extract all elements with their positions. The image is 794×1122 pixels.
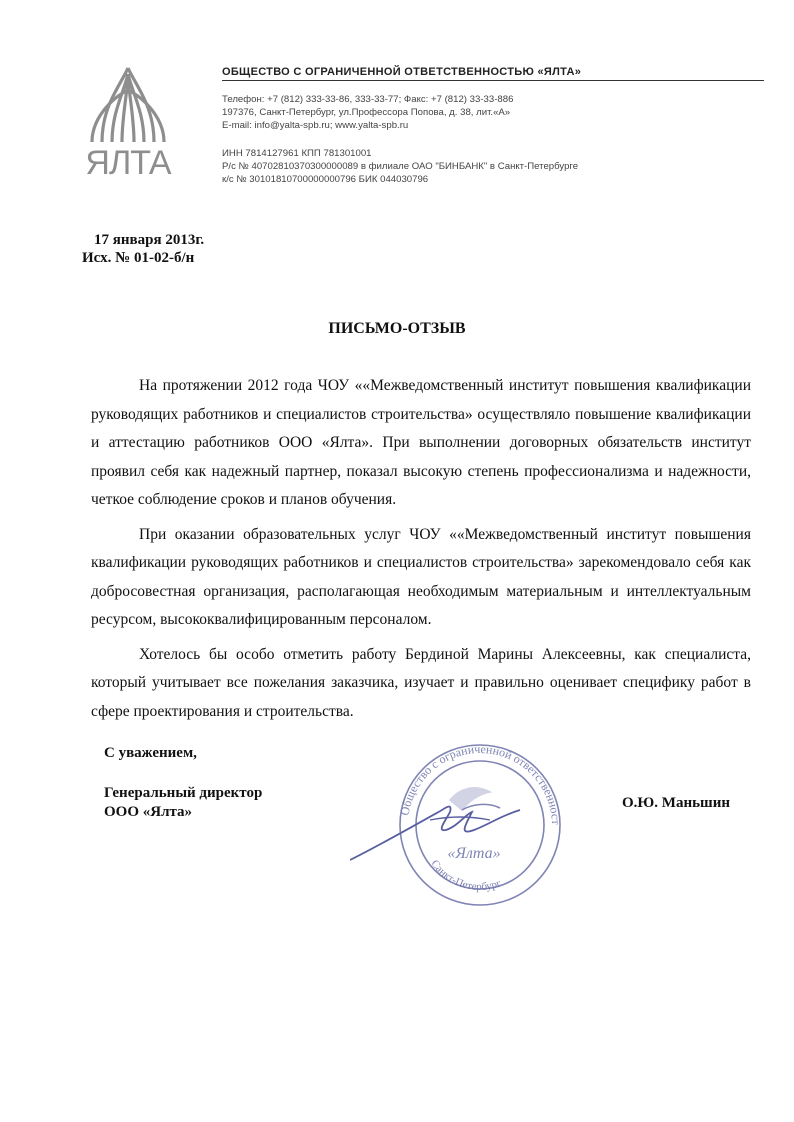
requisite-inn: ИНН 7814127961 КПП 781301001 (222, 148, 372, 159)
body-paragraph: Хотелось бы особо отметить работу Бердиной Марины Алексеевны, как специалиста, который учитывает все пожелания заказчика, изучает и правильно оценивает специфику работ в сфере проектирования и строительства. (91, 645, 751, 720)
svg-text:Санкт-Петербург (429, 858, 504, 893)
letter-reference: Исх. № 01-02-б/н (82, 250, 195, 266)
stamp-ring-text: Общество с ограниченной ответственност (397, 741, 564, 825)
stamp-center-text: «Ялта» (447, 845, 501, 862)
stamp-city-text: Санкт-Петербург (428, 857, 503, 894)
requisite-corr-account: к/с № 30101810700000000796 БИК 044030796 (222, 174, 429, 185)
contacts-block (222, 93, 513, 132)
letter-date: 17 января 2013г. (94, 232, 205, 248)
closing-phrase: С уважением, (104, 745, 197, 761)
contact-email: E-mail: info@yalta-spb.ru; www.yalta-spb.ru (222, 120, 409, 131)
logo-text: ЯЛТА (85, 144, 171, 180)
requisites-block (222, 147, 578, 186)
signer-name: О.Ю. Маньшин (622, 795, 730, 811)
company-logo (66, 62, 190, 180)
company-stamp (350, 740, 580, 910)
stamp-seal-icon (350, 740, 580, 910)
logo-emblem-icon (66, 62, 190, 180)
contact-address: 197376, Санкт-Петербург, ул.Профессора Попова, д. 38, лит.«А» (222, 107, 511, 118)
letter-body (91, 372, 751, 732)
signer-company-line: ООО «Ялта» (104, 804, 193, 820)
signer-position (104, 784, 262, 822)
requisite-account: Р/с № 40702810370300000089 в филиале ОАО "БИНБАНК" в Санкт-Петербурге (222, 161, 579, 172)
header-divider (222, 80, 764, 81)
body-paragraph: На протяжении 2012 года ЧОУ ««Межведомственный институт повышения квалификации руководящих работников и специалистов строительства» осуществляло повышение квалификации и аттестацию работников ООО «Ялта». При выполнении договорных обязательств институт проявил себя как надежный партнер, показал высокую степень профессионализма и надежности, четкое соблюдение сроков и планов обучения. (91, 377, 751, 508)
contact-phone: Телефон: +7 (812) 333-33-86, 333-33-77; Факс: +7 (812) 33-33-886 (222, 94, 514, 105)
signer-position-line: Генеральный директор (104, 785, 263, 801)
letter-title: ПИСЬМО-ОТЗЫВ (328, 320, 466, 337)
body-paragraph: При оказании образовательных услуг ЧОУ ««Межведомственный институт повышения квалификации руководящих работников и специалистов строительства» зарекомендовало себя как добросовестная организация, располагающая необходимым материальным и интеллектуальным ресурсом, высококвалифицированным персоналом. (91, 525, 751, 628)
svg-text:Общество с ограниченной ответс (350, 740, 563, 826)
company-name: ОБЩЕСТВО С ОГРАНИЧЕННОЙ ОТВЕТСТВЕННОСТЬЮ «ЯЛТА» (222, 66, 582, 78)
